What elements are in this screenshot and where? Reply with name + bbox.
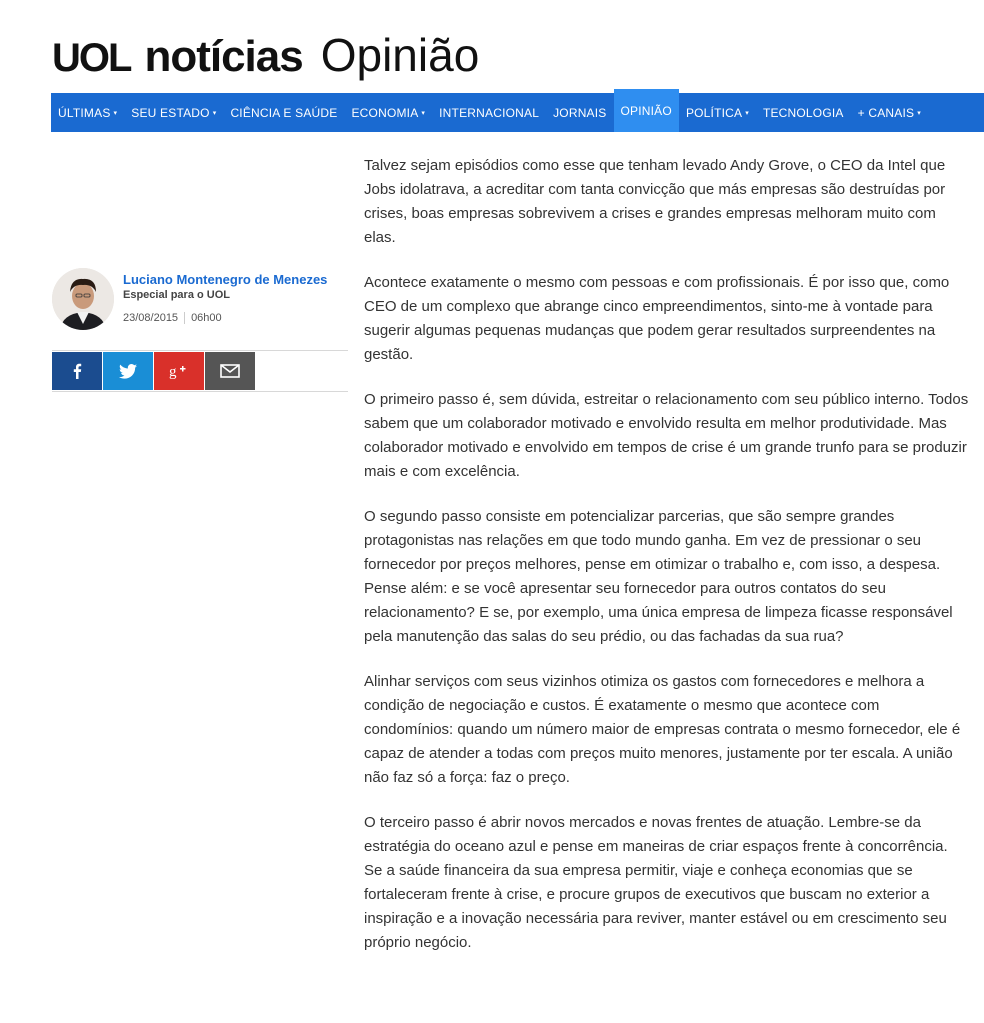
noticias-logo[interactable]: notícias: [144, 32, 303, 81]
nav-item-ultimas[interactable]: ÚLTIMAS ▾: [58, 105, 118, 120]
svg-text:g: g: [169, 364, 177, 379]
caret-down-icon: ▾: [113, 109, 118, 117]
section-title: Opinião: [320, 29, 480, 81]
article-paragraph: O primeiro passo é, sem dúvida, estreitar o relacionamento com seu público interno. Todos sabem que um colaborador motivado e envolvido resulta em melhor produtividade. Mas colaborador motivado e envolvido em tempos de crise é um grande trunfo para se produzir mais e com excelência.: [364, 391, 969, 480]
share-email-button[interactable]: [205, 352, 255, 390]
article-paragraph: O terceiro passo é abrir novos mercados e novas frentes de atuação. Lembre-se da estratégia do oceano azul e pense em maneiras de criar espaços frente à concorrência. Se a saúde financeira da sua empresa permitir, viaje e conheça economias que se fortaleceram frente à crise, e procure grupos de executivos que buscam no exterior a inspiração e a inovação necessária para reviver, manter estável ou em crescimento seu próprio negócio.: [364, 814, 948, 951]
google-plus-icon: [168, 363, 190, 379]
article-paragraph: Talvez sejam episódios como esse que tenham levado Andy Grove, o CEO da Intel que Jobs idolatrava, a acreditar com tanta convicção que más empresas são destruídas por crises, boas empresas sobrevivem a crises e grandes empresas melhoram muito com elas.: [364, 157, 946, 246]
caret-down-icon: ▾: [212, 109, 217, 117]
article-paragraph: O segundo passo consiste em potencializar parcerias, que são sempre grandes protagonistas nas relações em que todo mundo ganha. Em vez de pressionar o seu fornecedor por preços melhores, pense em otimizar o trabalho e, com isso, a despesa. Pense além: e se você apresentar seu fornecedor para outros contatos do seu relacionamento? E se, por exemplo, uma única empresa de limpeza ficasse responsável pela manutenção das salas do seu prédio, ou das fachadas da sua rua?: [364, 508, 953, 645]
nav-item-internacional[interactable]: INTERNACIONAL: [439, 105, 540, 120]
share-google-plus-button[interactable]: [154, 352, 204, 390]
uol-logo[interactable]: UOL: [52, 36, 131, 80]
nav-item-tecnologia[interactable]: TECNOLOGIA: [762, 105, 844, 120]
publish-date: 23/08/2015: [123, 312, 179, 324]
facebook-icon: [70, 363, 84, 379]
caret-down-icon: ▾: [917, 109, 921, 117]
share-twitter-button[interactable]: [103, 352, 153, 390]
share-facebook-button[interactable]: [52, 352, 102, 390]
masthead: [52, 28, 479, 80]
twitter-icon: [119, 364, 137, 379]
article-paragraph: Acontece exatamente o mesmo com pessoas e com profissionais. É por isso que, como CEO de um complexo que abrange cinco empreendimentos, sinto-me à vontade para sugerir algumas pequenas mudanças que podem gerar resultados surpreendentes na gestão.: [364, 274, 950, 363]
author-name[interactable]: Luciano Montenegro de Menezes: [123, 272, 328, 287]
main-nav: [51, 93, 984, 132]
author-photo-icon: [52, 268, 114, 330]
author-role: Especial para o UOL: [123, 289, 230, 301]
nav-item-seu-estado[interactable]: SEU ESTADO ▾: [131, 105, 217, 120]
nav-item-mais-canais[interactable]: + CANAIS ▾: [857, 105, 921, 120]
publish-time: 06h00: [191, 312, 222, 324]
article-body: [364, 154, 969, 976]
email-icon: [220, 364, 240, 378]
nav-item-economia[interactable]: ECONOMIA ▾: [351, 105, 426, 120]
share-bar: [52, 350, 348, 392]
nav-item-politica[interactable]: POLÍTICA ▾: [685, 105, 749, 120]
divider: [184, 312, 185, 324]
caret-down-icon: ▾: [421, 109, 426, 117]
publish-datetime: [123, 312, 222, 324]
caret-down-icon: ▾: [745, 109, 749, 117]
author-avatar: [52, 268, 114, 330]
nav-item-ciencia-e-saude[interactable]: CIÊNCIA E SAÚDE: [230, 105, 338, 120]
nav-item-jornais[interactable]: JORNAIS: [553, 105, 607, 120]
nav-item-opiniao[interactable]: OPINIÃO: [614, 89, 679, 132]
article-paragraph: Alinhar serviços com seus vizinhos otimiza os gastos com fornecedores e melhora a condição de negociação e custos. É exatamente o mesmo que acontece com condomínios: quando um número maior de empresas contrata o mesmo fornecedor, ele é capaz de atender a todas com preços muito menores, justamente por ter escala. A união não faz só a força: faz o preço.: [364, 673, 961, 786]
